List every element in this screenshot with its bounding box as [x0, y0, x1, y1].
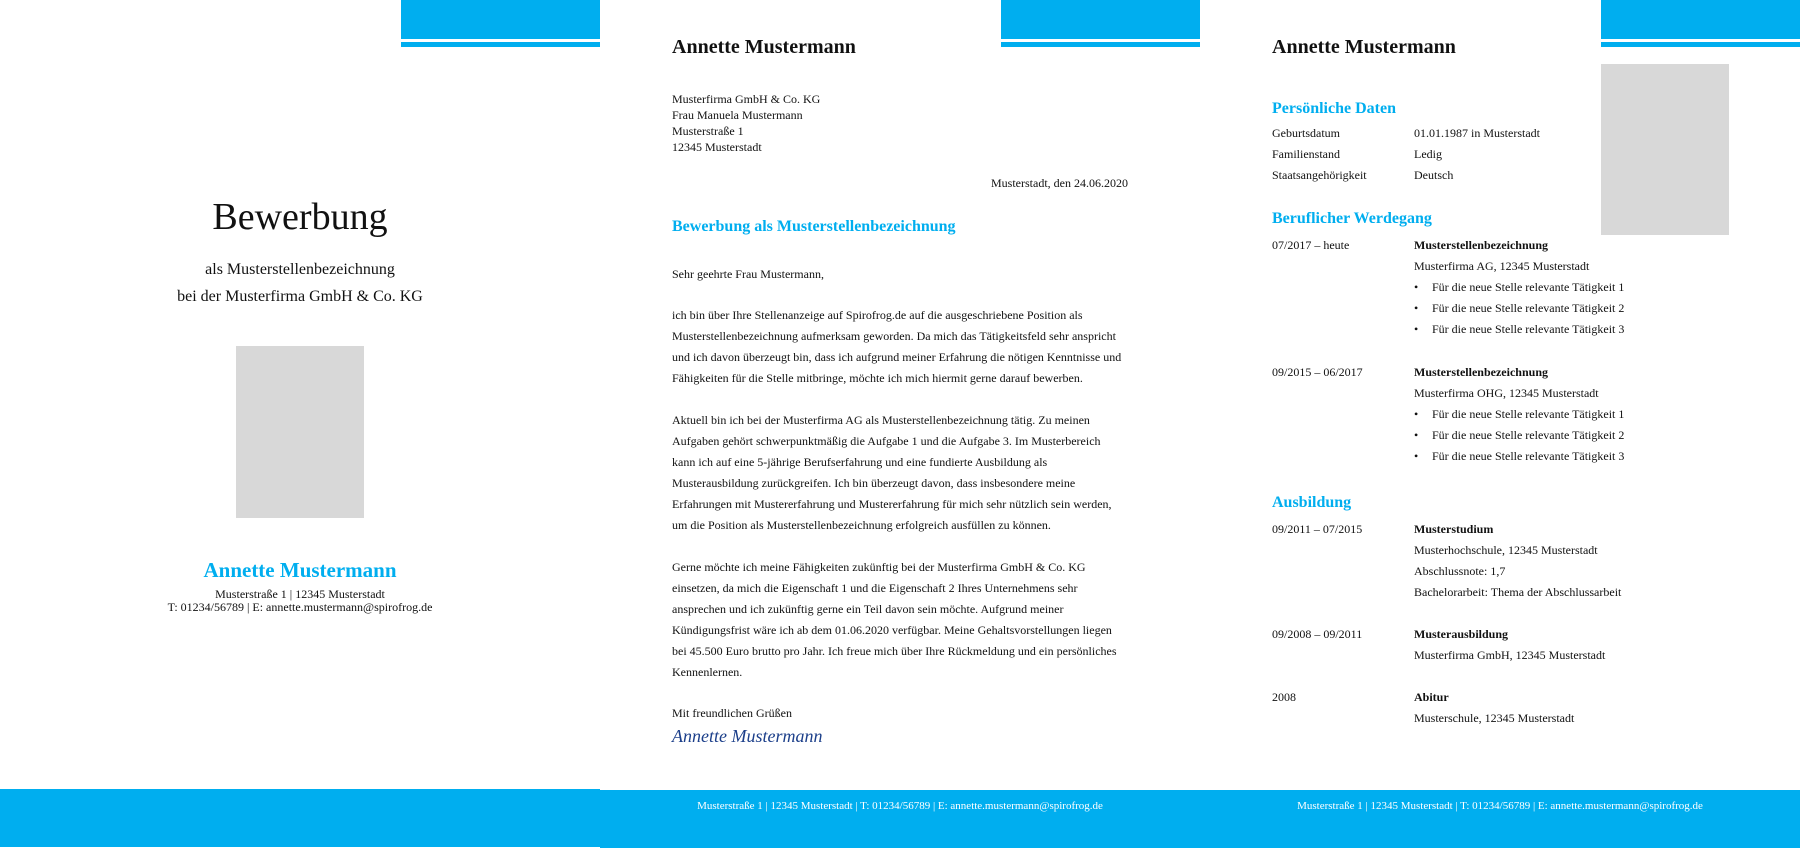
recipient-address [672, 91, 820, 155]
top-accent-bar [1601, 0, 1800, 39]
text-line: kann ich auf eine 5-jährige Berufserfahrung und eine fundierte Ausbildung als [672, 455, 1048, 469]
recipient-line: Frau Manuela Mustermann [672, 108, 803, 122]
letter-paragraph-2 [672, 410, 1132, 536]
letter-subject: Bewerbung als Musterstellenbezeichnung [672, 218, 956, 235]
text-line: um die Position als Musterstellenbezeichnung erfolgreich ausfüllen zu können. [672, 518, 1051, 532]
text-line: bei 45.500 Euro brutto pro Jahr. Ich freue mich über Ihre Rückmeldung und ein persönliches [672, 644, 1117, 658]
career-task: • Für die neue Stelle relevante Tätigkeit 3 [1414, 446, 1674, 467]
section-title-education: Ausbildung [1272, 494, 1352, 511]
personal-value: 01.01.1987 in Musterstadt [1414, 126, 1540, 140]
footer-contact: Musterstraße 1 | 12345 Musterstadt | T: 01234/56789 | E: annette.mustermann@spirofrog.de [1297, 800, 1703, 812]
career-period: 07/2017 – heute [1272, 238, 1350, 252]
education-line: Musterschule, 12345 Musterstadt [1414, 711, 1575, 725]
career-period: 09/2015 – 06/2017 [1272, 365, 1363, 379]
education-title: Abitur [1414, 690, 1449, 704]
education-line: Bachelorarbeit: Thema der Abschlussarbeit [1414, 585, 1622, 599]
education-line: Musterfirma GmbH, 12345 Musterstadt [1414, 648, 1606, 662]
career-role: Musterstellenbezeichnung [1414, 238, 1548, 252]
recipient-line: Musterfirma GmbH & Co. KG [672, 92, 821, 106]
personal-label: Staatsangehörigkeit [1272, 168, 1367, 182]
section-title-personal: Persönliche Daten [1272, 100, 1396, 117]
career-task: • Für die neue Stelle relevante Tätigkeit 2 [1414, 425, 1674, 446]
top-accent-bar [1001, 0, 1200, 39]
cover-contact: T: 01234/56789 | E: annette.mustermann@spirofrog.de [167, 600, 433, 614]
letter-paragraph-1 [672, 305, 1132, 389]
education-line: Abschlussnote: 1,7 [1414, 564, 1506, 578]
text-line: einsetzen, da mich die Eigenschaft 1 und die Eigenschaft 2 Ihres Unternehmens sehr [672, 581, 1078, 595]
career-company: Musterfirma AG, 12345 Musterstadt [1414, 259, 1590, 273]
letter-page [600, 0, 1200, 848]
text-line: Musterstellenbezeichnung aufmerksam geworden. Da mich das Tätigkeitsfeld sehr anspricht [672, 329, 1116, 343]
text-line: Gerne möchte ich meine Fähigkeiten zukünftig bei der Musterfirma GmbH & Co. KG [672, 560, 1086, 574]
text-line: Erfahrungen mit Mustererfahrung und Mustererfahrung für mich sehr nützlich sein werden, [672, 497, 1112, 511]
career-task: • Für die neue Stelle relevante Tätigkeit 3 [1414, 319, 1674, 340]
personal-label: Familienstand [1272, 147, 1340, 161]
footer-bar [600, 790, 1200, 848]
personal-value: Deutsch [1414, 168, 1454, 182]
section-title-career: Beruflicher Werdegang [1272, 210, 1432, 227]
top-accent-line [1001, 42, 1200, 47]
text-line: Fähigkeiten für die Stelle mitbringe, möchte ich mich hiermit gerne darauf bewerben. [672, 371, 1083, 385]
education-period: 2008 [1272, 690, 1296, 704]
text-line: Musterausbildung zurückgreifen. Ich bin überzeugt davon, dass insbesondere meine [672, 476, 1076, 490]
cover-applicant-name: Annette Mustermann [203, 558, 397, 582]
personal-label: Geburtsdatum [1272, 126, 1340, 140]
letter-paragraph-3 [672, 557, 1132, 683]
education-title: Musterstudium [1414, 522, 1494, 536]
education-line: Musterhochschule, 12345 Musterstadt [1414, 543, 1598, 557]
top-accent-line [1601, 42, 1800, 47]
cover-title: Bewerbung [212, 196, 388, 238]
career-details [1414, 362, 1674, 467]
cover-subtitle-company: bei der Musterfirma GmbH & Co. KG [177, 288, 423, 305]
text-line: Aktuell bin ich bei der Musterfirma AG als Musterstellenbezeichnung tätig. Zu meinen [672, 413, 1090, 427]
cv-page [1200, 0, 1800, 848]
career-details [1414, 235, 1674, 340]
education-period: 09/2011 – 07/2015 [1272, 522, 1363, 536]
text-line: Aufgaben gehört schwerpunktmäßig die Aufgabe 1 und die Aufgabe 3. Im Musterbereich [672, 434, 1101, 448]
career-company: Musterfirma OHG, 12345 Musterstadt [1414, 386, 1599, 400]
top-accent-line [401, 42, 600, 47]
cover-page [0, 0, 600, 848]
footer-bar [1200, 790, 1800, 848]
text-line: und ich davon überzeugt bin, dass ich aufgrund meiner Erfahrung die nötigen Kenntnisse und [672, 350, 1122, 364]
text-line: Kündigungsfrist wäre ich ab dem 01.06.2020 verfügbar. Meine Gehaltsvorstellungen liegen [672, 623, 1112, 637]
career-task: • Für die neue Stelle relevante Tätigkeit 1 [1414, 277, 1674, 298]
letter-date: Musterstadt, den 24.06.2020 [991, 176, 1128, 190]
text-line: Kennenlernen. [672, 665, 743, 679]
career-role: Musterstellenbezeichnung [1414, 365, 1548, 379]
closing: Mit freundlichen Grüßen [672, 706, 792, 720]
photo-placeholder [236, 346, 364, 518]
career-task: • Für die neue Stelle relevante Tätigkeit 2 [1414, 298, 1674, 319]
education-details [1414, 624, 1674, 666]
recipient-line: 12345 Musterstadt [672, 140, 762, 154]
top-accent-bar [401, 0, 600, 39]
education-period: 09/2008 – 09/2011 [1272, 627, 1363, 641]
signature: Annette Mustermann [672, 726, 823, 746]
text-line: ich bin über Ihre Stellenanzeige auf Spirofrog.de auf die ausgeschriebene Position als [672, 308, 1083, 322]
recipient-line: Musterstraße 1 [672, 124, 744, 138]
career-task: • Für die neue Stelle relevante Tätigkeit 1 [1414, 404, 1674, 425]
salutation: Sehr geehrte Frau Mustermann, [672, 267, 824, 281]
cv-name-heading: Annette Mustermann [1272, 36, 1456, 58]
education-details [1414, 687, 1674, 729]
education-title: Musterausbildung [1414, 627, 1509, 641]
footer-bar [0, 789, 600, 847]
text-line: ansprechen und ich zukünftig gerne ein Teil davon sein möchte. Aufgrund meiner [672, 602, 1064, 616]
cover-subtitle-position: als Musterstellenbezeichnung [205, 261, 395, 278]
letter-name-heading: Annette Mustermann [672, 36, 856, 58]
footer-contact: Musterstraße 1 | 12345 Musterstadt | T: 01234/56789 | E: annette.mustermann@spirofrog.de [697, 800, 1103, 812]
education-details [1414, 519, 1674, 603]
personal-value: Ledig [1414, 147, 1442, 161]
cover-address: Musterstraße 1 | 12345 Musterstadt [215, 587, 385, 601]
